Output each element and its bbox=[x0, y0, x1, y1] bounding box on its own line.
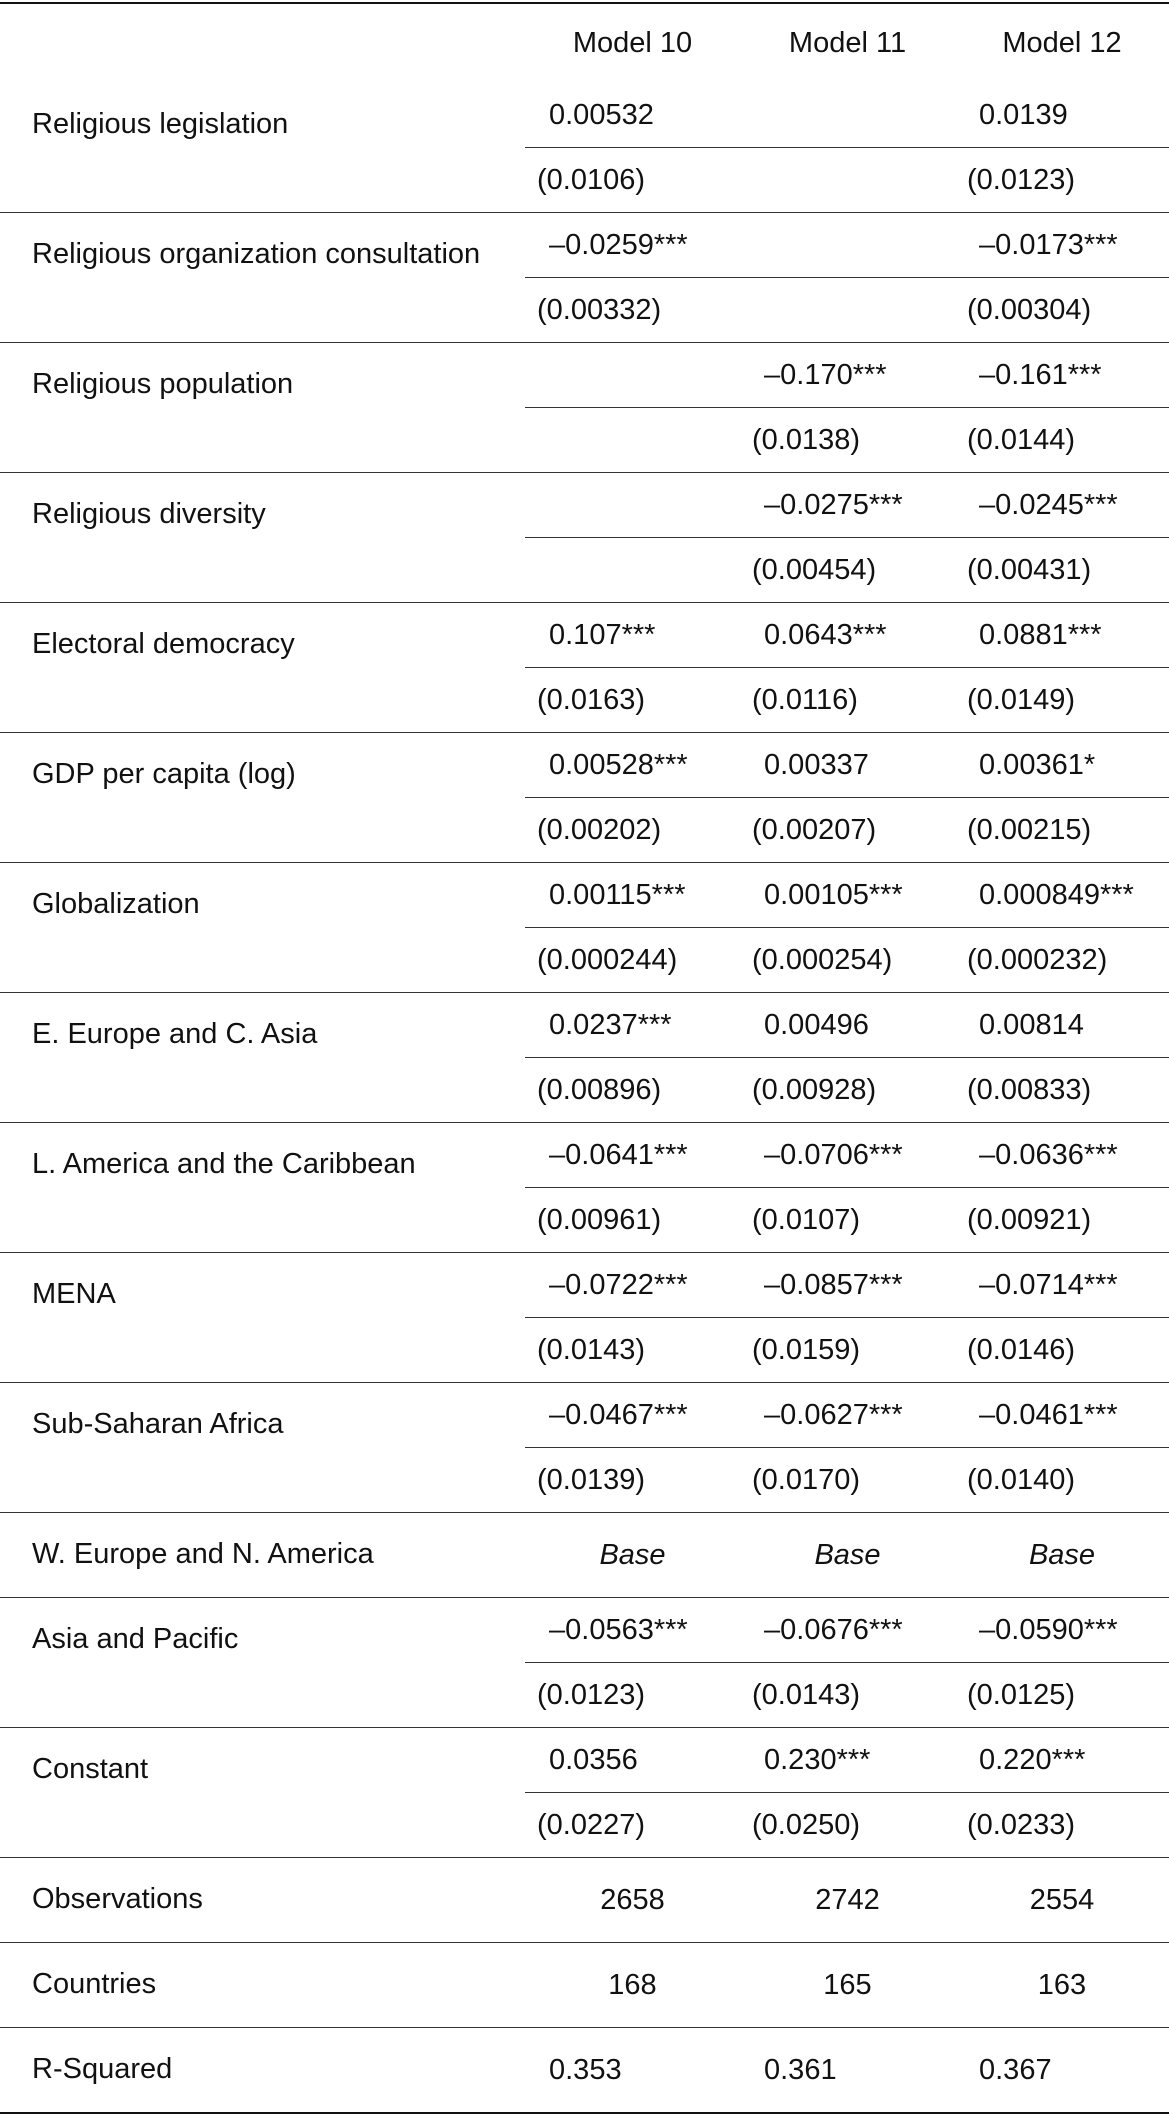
coefficient-cell bbox=[740, 83, 955, 148]
row-label: Religious population bbox=[0, 343, 525, 473]
stat-cell: 2554 bbox=[955, 1858, 1169, 1943]
row-label: R-Squared bbox=[0, 2028, 525, 2114]
std-error-cell: (0.00896) bbox=[525, 1058, 740, 1123]
row-label: Constant bbox=[0, 1728, 525, 1858]
coefficient-cell: –0.0461*** bbox=[955, 1383, 1169, 1448]
std-error-cell: (0.0159) bbox=[740, 1318, 955, 1383]
row-label: Religious diversity bbox=[0, 473, 525, 603]
header-blank-cell bbox=[0, 4, 525, 83]
std-error-cell: (0.0144) bbox=[955, 408, 1169, 473]
coefficient-cell: 0.00814 bbox=[955, 993, 1169, 1058]
std-error-cell: (0.0233) bbox=[955, 1793, 1169, 1858]
coefficient-cell: –0.0173*** bbox=[955, 213, 1169, 278]
std-error-cell: (0.0146) bbox=[955, 1318, 1169, 1383]
coefficient-cell: 0.00528*** bbox=[525, 733, 740, 798]
header-model-12: Model 12 bbox=[1002, 27, 1122, 59]
std-error-cell: (0.00332) bbox=[525, 278, 740, 343]
coefficient-cell: 0.000849*** bbox=[955, 863, 1169, 928]
table-header bbox=[0, 4, 1169, 83]
coefficient-cell: 0.0881*** bbox=[955, 603, 1169, 668]
coefficient-cell: 0.00105*** bbox=[740, 863, 955, 928]
std-error-cell bbox=[740, 148, 955, 213]
std-error-cell bbox=[525, 538, 740, 603]
header-row bbox=[0, 4, 1169, 83]
row-label: GDP per capita (log) bbox=[0, 733, 525, 863]
stat-cell: 2742 bbox=[740, 1858, 955, 1943]
row-label: Religious legislation bbox=[0, 83, 525, 213]
coefficient-cell: –0.170*** bbox=[740, 343, 955, 408]
coefficient-cell: 0.00496 bbox=[740, 993, 955, 1058]
stat-cell: 0.367 bbox=[955, 2028, 1169, 2114]
std-error-cell: (0.000232) bbox=[955, 928, 1169, 993]
std-error-cell: (0.00215) bbox=[955, 798, 1169, 863]
std-error-cell: (0.0138) bbox=[740, 408, 955, 473]
base-cell: Base bbox=[740, 1513, 955, 1598]
base-cell: Base bbox=[525, 1513, 740, 1598]
stat-cell: 168 bbox=[525, 1943, 740, 2028]
table-row-observations bbox=[0, 1858, 1169, 1943]
coefficient-cell bbox=[525, 473, 740, 538]
std-error-cell bbox=[525, 408, 740, 473]
table-row-religious-organization-consultation bbox=[0, 213, 1169, 278]
coefficient-cell: –0.0636*** bbox=[955, 1123, 1169, 1188]
std-error-cell: (0.00928) bbox=[740, 1058, 955, 1123]
coefficient-cell: –0.0641*** bbox=[525, 1123, 740, 1188]
std-error-cell: (0.00921) bbox=[955, 1188, 1169, 1253]
coefficient-cell: 0.0237*** bbox=[525, 993, 740, 1058]
coefficient-cell: 0.00361* bbox=[955, 733, 1169, 798]
table-row-l-america-and-the-caribbean bbox=[0, 1123, 1169, 1188]
coefficient-cell: 0.00115*** bbox=[525, 863, 740, 928]
std-error-cell: (0.0143) bbox=[525, 1318, 740, 1383]
std-error-cell: (0.000244) bbox=[525, 928, 740, 993]
stat-cell: 0.361 bbox=[740, 2028, 955, 2114]
coefficient-cell: –0.0627*** bbox=[740, 1383, 955, 1448]
row-label: Countries bbox=[0, 1943, 525, 2028]
row-label: W. Europe and N. America bbox=[0, 1513, 525, 1598]
std-error-cell: (0.00961) bbox=[525, 1188, 740, 1253]
stat-cell: 0.353 bbox=[525, 2028, 740, 2114]
std-error-cell: (0.0227) bbox=[525, 1793, 740, 1858]
coefficient-cell: –0.161*** bbox=[955, 343, 1169, 408]
coefficient-cell: 0.220*** bbox=[955, 1728, 1169, 1793]
table-row-religious-population bbox=[0, 343, 1169, 408]
std-error-cell: (0.0250) bbox=[740, 1793, 955, 1858]
table-row-religious-legislation bbox=[0, 83, 1169, 148]
coefficient-cell: 0.230*** bbox=[740, 1728, 955, 1793]
table-row-sub-saharan-africa bbox=[0, 1383, 1169, 1448]
row-label: L. America and the Caribbean bbox=[0, 1123, 525, 1253]
std-error-cell: (0.0163) bbox=[525, 668, 740, 733]
std-error-cell: (0.0170) bbox=[740, 1448, 955, 1513]
table-row-gdp-per-capita-log bbox=[0, 733, 1169, 798]
std-error-cell bbox=[740, 278, 955, 343]
stat-cell: 2658 bbox=[525, 1858, 740, 1943]
std-error-cell: (0.00202) bbox=[525, 798, 740, 863]
std-error-cell: (0.0125) bbox=[955, 1663, 1169, 1728]
coefficient-cell: –0.0245*** bbox=[955, 473, 1169, 538]
std-error-cell: (0.0149) bbox=[955, 668, 1169, 733]
table-row-w-europe-and-n-america bbox=[0, 1513, 1169, 1598]
std-error-cell: (0.0106) bbox=[525, 148, 740, 213]
coefficient-cell: –0.0590*** bbox=[955, 1598, 1169, 1663]
std-error-cell: (0.00207) bbox=[740, 798, 955, 863]
table-row-constant bbox=[0, 1728, 1169, 1793]
row-label: E. Europe and C. Asia bbox=[0, 993, 525, 1123]
base-cell: Base bbox=[955, 1513, 1169, 1598]
std-error-cell: (0.0143) bbox=[740, 1663, 955, 1728]
coefficient-cell: –0.0722*** bbox=[525, 1253, 740, 1318]
stat-cell: 165 bbox=[740, 1943, 955, 2028]
row-label: Religious organization consultation bbox=[0, 213, 525, 343]
coefficient-cell: –0.0706*** bbox=[740, 1123, 955, 1188]
coefficient-cell: 0.107*** bbox=[525, 603, 740, 668]
coefficient-cell: –0.0857*** bbox=[740, 1253, 955, 1318]
row-label: MENA bbox=[0, 1253, 525, 1383]
std-error-cell: (0.00454) bbox=[740, 538, 955, 603]
coefficient-cell bbox=[525, 343, 740, 408]
table-row-religious-diversity bbox=[0, 473, 1169, 538]
std-error-cell: (0.0140) bbox=[955, 1448, 1169, 1513]
coefficient-cell: 0.0356 bbox=[525, 1728, 740, 1793]
coefficient-cell: –0.0259*** bbox=[525, 213, 740, 278]
coefficient-cell: –0.0714*** bbox=[955, 1253, 1169, 1318]
std-error-cell: (0.000254) bbox=[740, 928, 955, 993]
table-row-globalization bbox=[0, 863, 1169, 928]
std-error-cell: (0.00431) bbox=[955, 538, 1169, 603]
table-row-electoral-democracy bbox=[0, 603, 1169, 668]
coefficient-cell: –0.0676*** bbox=[740, 1598, 955, 1663]
table-row-asia-and-pacific bbox=[0, 1598, 1169, 1663]
coefficient-cell: 0.0139 bbox=[955, 83, 1169, 148]
row-label: Observations bbox=[0, 1858, 525, 1943]
coefficient-cell: 0.00337 bbox=[740, 733, 955, 798]
std-error-cell: (0.0139) bbox=[525, 1448, 740, 1513]
row-label: Sub-Saharan Africa bbox=[0, 1383, 525, 1513]
std-error-cell: (0.0123) bbox=[955, 148, 1169, 213]
table-row-e-europe-and-c-asia bbox=[0, 993, 1169, 1058]
std-error-cell: (0.0123) bbox=[525, 1663, 740, 1728]
header-model-11: Model 11 bbox=[788, 27, 907, 59]
std-error-cell: (0.00304) bbox=[955, 278, 1169, 343]
std-error-cell: (0.0107) bbox=[740, 1188, 955, 1253]
row-label: Globalization bbox=[0, 863, 525, 993]
coefficient-cell: 0.00532 bbox=[525, 83, 740, 148]
table-row-r-squared bbox=[0, 2028, 1169, 2114]
std-error-cell: (0.0116) bbox=[740, 668, 955, 733]
table-row-countries bbox=[0, 1943, 1169, 2028]
regression-table bbox=[0, 4, 1169, 2114]
coefficient-cell: –0.0563*** bbox=[525, 1598, 740, 1663]
header-model-10: Model 10 bbox=[572, 27, 693, 59]
coefficient-cell bbox=[740, 213, 955, 278]
coefficient-cell: –0.0467*** bbox=[525, 1383, 740, 1448]
std-error-cell: (0.00833) bbox=[955, 1058, 1169, 1123]
table-row-mena bbox=[0, 1253, 1169, 1318]
stat-cell: 163 bbox=[955, 1943, 1169, 2028]
table-body bbox=[0, 83, 1169, 2113]
row-label: Asia and Pacific bbox=[0, 1598, 525, 1728]
coefficient-cell: –0.0275*** bbox=[740, 473, 955, 538]
coefficient-cell: 0.0643*** bbox=[740, 603, 955, 668]
row-label: Electoral democracy bbox=[0, 603, 525, 733]
